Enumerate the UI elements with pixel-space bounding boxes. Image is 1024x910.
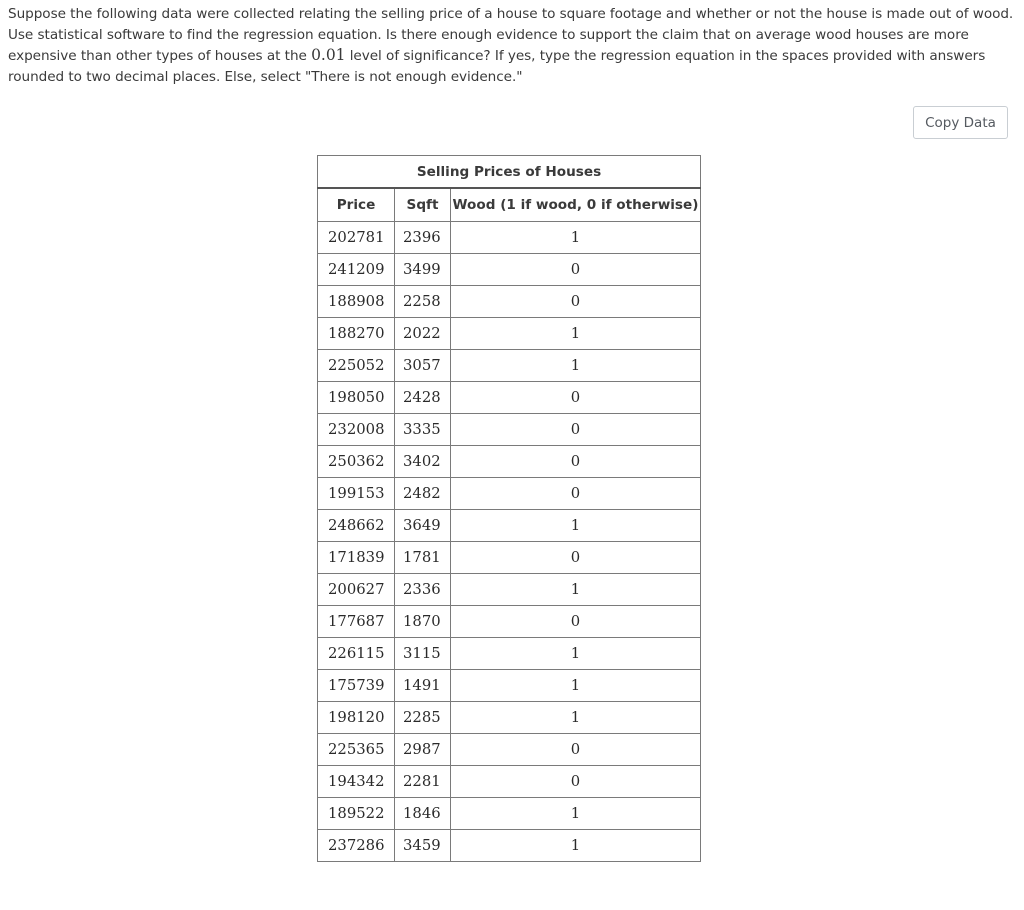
wood-cell: 1 xyxy=(451,702,701,734)
table-row xyxy=(318,350,701,382)
sqft-cell: 2258 xyxy=(395,286,451,318)
wood-cell: 0 xyxy=(451,734,701,766)
wood-cell: 1 xyxy=(451,318,701,350)
wood-cell: 0 xyxy=(451,542,701,574)
table-row xyxy=(318,574,701,606)
table-header-row xyxy=(318,188,701,222)
price-cell: 225365 xyxy=(318,734,395,766)
wood-cell: 1 xyxy=(451,830,701,862)
table-row xyxy=(318,702,701,734)
sqft-cell: 3649 xyxy=(395,510,451,542)
wood-cell: 1 xyxy=(451,574,701,606)
price-cell: 241209 xyxy=(318,254,395,286)
sqft-cell: 3499 xyxy=(395,254,451,286)
table-row xyxy=(318,254,701,286)
question-part-1: Suppose the following data were collected relating the selling price of a house to square footage and whether or not the house is made out of wood. Use statistical software to find the regression equation. Is there enough evidence to support the claim that on average wood houses are more expensive than other types of houses at the xyxy=(8,6,1014,64)
wood-cell: 0 xyxy=(451,414,701,446)
table-row xyxy=(318,478,701,510)
sqft-cell: 3459 xyxy=(395,830,451,862)
wood-cell: 1 xyxy=(451,798,701,830)
wood-cell: 0 xyxy=(451,478,701,510)
table-row xyxy=(318,286,701,318)
sqft-cell: 2336 xyxy=(395,574,451,606)
sqft-cell: 2428 xyxy=(395,382,451,414)
table-row xyxy=(318,670,701,702)
wood-cell: 1 xyxy=(451,222,701,254)
question-text xyxy=(8,4,1016,87)
wood-cell: 0 xyxy=(451,446,701,478)
price-cell: 177687 xyxy=(318,606,395,638)
sqft-cell: 1491 xyxy=(395,670,451,702)
price-cell: 198120 xyxy=(318,702,395,734)
price-cell: 175739 xyxy=(318,670,395,702)
wood-cell: 1 xyxy=(451,350,701,382)
sqft-cell: 2281 xyxy=(395,766,451,798)
table-row xyxy=(318,510,701,542)
sqft-cell: 3115 xyxy=(395,638,451,670)
price-cell: 250362 xyxy=(318,446,395,478)
price-cell: 200627 xyxy=(318,574,395,606)
sqft-cell: 3402 xyxy=(395,446,451,478)
sqft-cell: 2285 xyxy=(395,702,451,734)
table-row xyxy=(318,318,701,350)
question-part-2: level of significance? If yes, type the regression equation in the spaces provided with answers rounded to two decimal places. Else, select "There is not enough evidence." xyxy=(8,48,986,85)
price-cell: 232008 xyxy=(318,414,395,446)
price-cell: 226115 xyxy=(318,638,395,670)
wood-cell: 0 xyxy=(451,382,701,414)
table-row xyxy=(318,542,701,574)
wood-cell: 0 xyxy=(451,606,701,638)
price-cell: 199153 xyxy=(318,478,395,510)
table-row xyxy=(318,414,701,446)
table-row xyxy=(318,382,701,414)
column-header-wood: Wood (1 if wood, 0 if otherwise) xyxy=(451,188,701,222)
table-row xyxy=(318,606,701,638)
table-row xyxy=(318,734,701,766)
sqft-cell: 1846 xyxy=(395,798,451,830)
price-cell: 198050 xyxy=(318,382,395,414)
copy-data-button[interactable]: Copy Data xyxy=(913,106,1008,139)
price-cell: 225052 xyxy=(318,350,395,382)
price-cell: 189522 xyxy=(318,798,395,830)
sqft-cell: 2022 xyxy=(395,318,451,350)
table-row xyxy=(318,222,701,254)
price-cell: 194342 xyxy=(318,766,395,798)
sqft-cell: 3335 xyxy=(395,414,451,446)
table-row xyxy=(318,830,701,862)
sqft-cell: 2396 xyxy=(395,222,451,254)
price-cell: 248662 xyxy=(318,510,395,542)
price-cell: 171839 xyxy=(318,542,395,574)
table-row xyxy=(318,446,701,478)
table-title: Selling Prices of Houses xyxy=(318,156,701,189)
table-body xyxy=(318,222,701,862)
price-cell: 188270 xyxy=(318,318,395,350)
sqft-cell: 1870 xyxy=(395,606,451,638)
price-cell: 237286 xyxy=(318,830,395,862)
wood-cell: 1 xyxy=(451,510,701,542)
price-cell: 202781 xyxy=(318,222,395,254)
price-cell: 188908 xyxy=(318,286,395,318)
sqft-cell: 2482 xyxy=(395,478,451,510)
significance-level: 0.01 xyxy=(311,46,346,64)
table-row xyxy=(318,798,701,830)
sqft-cell: 1781 xyxy=(395,542,451,574)
table-row xyxy=(318,766,701,798)
wood-cell: 1 xyxy=(451,670,701,702)
column-header-price: Price xyxy=(318,188,395,222)
wood-cell: 0 xyxy=(451,254,701,286)
sqft-cell: 2987 xyxy=(395,734,451,766)
wood-cell: 1 xyxy=(451,638,701,670)
wood-cell: 0 xyxy=(451,766,701,798)
table-row xyxy=(318,638,701,670)
data-table xyxy=(317,155,701,862)
wood-cell: 0 xyxy=(451,286,701,318)
column-header-sqft: Sqft xyxy=(395,188,451,222)
sqft-cell: 3057 xyxy=(395,350,451,382)
